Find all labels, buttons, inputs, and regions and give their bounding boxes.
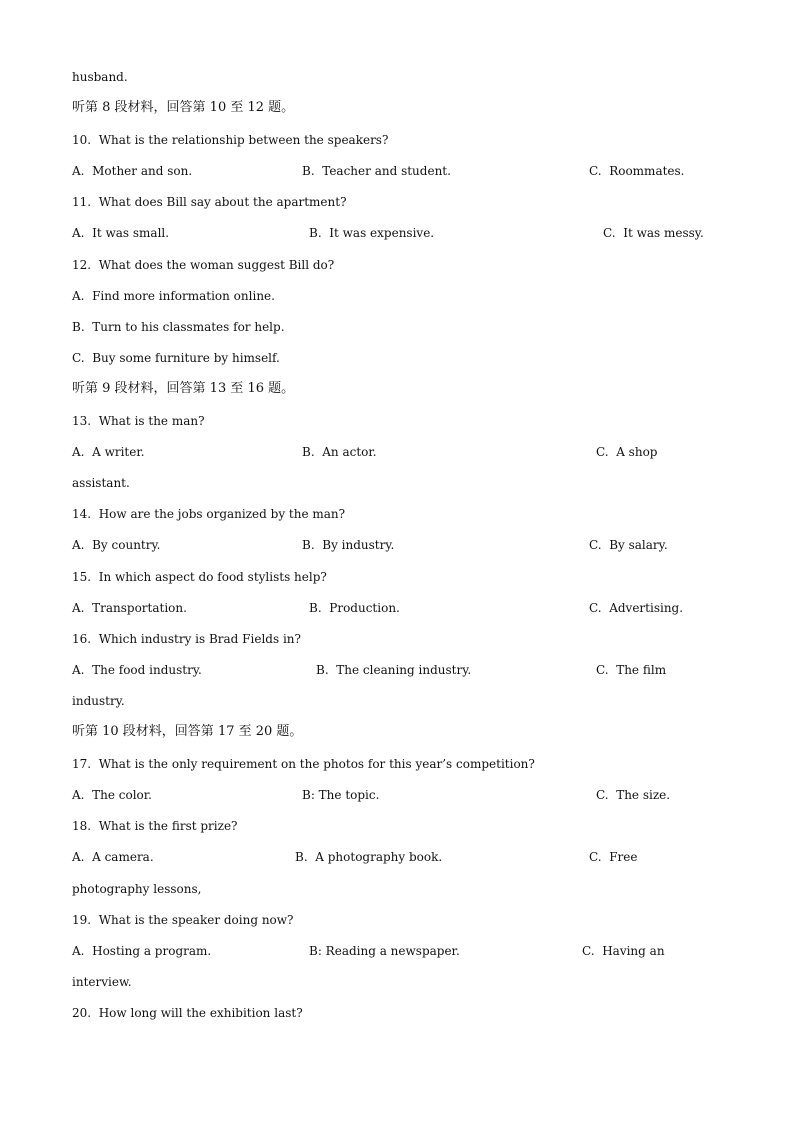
question-17-option-c: C. The size. bbox=[596, 788, 671, 802]
question-10-option-a: A. Mother and son. bbox=[72, 164, 193, 178]
question-13-option-a: A. A writer. bbox=[72, 445, 145, 459]
question-14-option-b: B. By industry. bbox=[302, 538, 395, 552]
question-12-option-b: B. Turn to his classmates for help. bbox=[72, 320, 285, 334]
question-17-option-a: A. The color. bbox=[72, 788, 152, 802]
intro-tail: husband. bbox=[72, 70, 128, 84]
section-heading-8: 听第 8 段材料，回答第 10 至 12 题。 bbox=[72, 100, 295, 115]
question-11-option-c: C. It was messy. bbox=[603, 226, 704, 240]
section-heading-9: 听第 9 段材料，回答第 13 至 16 题。 bbox=[72, 381, 295, 396]
question-11-option-b: B. It was expensive. bbox=[309, 226, 435, 240]
question-14-stem: 14. How are the jobs organized by the man? bbox=[72, 507, 346, 521]
section-heading-10: 听第 10 段材料，回答第 17 至 20 题。 bbox=[72, 724, 303, 739]
question-14-option-a: A. By country. bbox=[72, 538, 161, 552]
question-14-option-c: C. By salary. bbox=[589, 538, 668, 552]
question-13-option-b: B. An actor. bbox=[302, 445, 377, 459]
question-10-stem: 10. What is the relationship between the speakers? bbox=[72, 133, 389, 147]
question-17-option-b: B: The topic. bbox=[302, 788, 380, 802]
question-13-option-c-wrap: assistant. bbox=[72, 476, 130, 490]
question-18-stem: 18. What is the first prize? bbox=[72, 819, 238, 833]
question-17-stem: 17. What is the only requirement on the photos for this year’s competition? bbox=[72, 757, 535, 771]
question-18-option-a: A. A camera. bbox=[72, 850, 154, 864]
question-16-stem: 16. Which industry is Brad Fields in? bbox=[72, 632, 301, 646]
question-12-option-c: C. Buy some furniture by himself. bbox=[72, 351, 280, 365]
question-19-option-c: C. Having an bbox=[582, 944, 665, 958]
question-10-option-c: C. Roommates. bbox=[589, 164, 685, 178]
question-16-option-c-wrap: industry. bbox=[72, 694, 125, 708]
question-19-stem: 19. What is the speaker doing now? bbox=[72, 913, 294, 927]
question-11-option-a: A. It was small. bbox=[72, 226, 170, 240]
question-16-option-c: C. The film bbox=[596, 663, 667, 677]
question-15-stem: 15. In which aspect do food stylists help? bbox=[72, 570, 327, 584]
question-18-option-b: B. A photography book. bbox=[295, 850, 443, 864]
question-19-option-c-wrap: interview. bbox=[72, 975, 132, 989]
question-19-option-a: A. Hosting a program. bbox=[72, 944, 212, 958]
question-20-stem: 20. How long will the exhibition last? bbox=[72, 1006, 303, 1020]
question-13-option-c: C. A shop bbox=[596, 445, 658, 459]
question-16-option-a: A. The food industry. bbox=[72, 663, 202, 677]
question-19-option-b: B: Reading a newspaper. bbox=[309, 944, 460, 958]
question-12-stem: 12. What does the woman suggest Bill do? bbox=[72, 258, 335, 272]
question-16-option-b: B. The cleaning industry. bbox=[316, 663, 472, 677]
question-15-option-c: C. Advertising. bbox=[589, 601, 684, 615]
question-10-option-b: B. Teacher and student. bbox=[302, 164, 451, 178]
question-13-stem: 13. What is the man? bbox=[72, 414, 205, 428]
question-15-option-a: A. Transportation. bbox=[72, 601, 187, 615]
question-12-option-a: A. Find more information online. bbox=[72, 289, 275, 303]
question-11-stem: 11. What does Bill say about the apartment? bbox=[72, 195, 347, 209]
question-15-option-b: B. Production. bbox=[309, 601, 400, 615]
question-18-option-c-wrap: photography lessons, bbox=[72, 882, 202, 896]
question-18-option-c: C. Free bbox=[589, 850, 638, 864]
